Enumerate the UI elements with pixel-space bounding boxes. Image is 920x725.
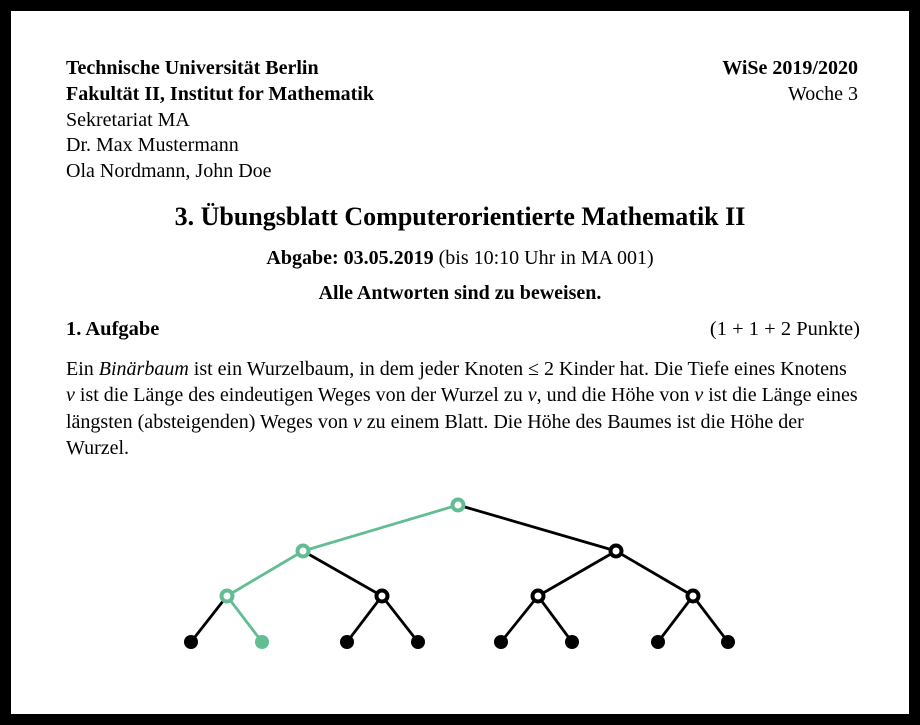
tree-node-ll: [222, 591, 233, 602]
week-label: Woche 3: [787, 82, 858, 105]
tree-edge-rr-rrr: [693, 596, 728, 642]
assistant-names: Ola Nordmann, John Doe: [66, 160, 272, 183]
faculty-name: Fakultät II, Institut for Mathematik: [66, 82, 374, 105]
var-v: v: [352, 410, 362, 433]
text-segment: ist ein Wurzelbaum, in dem jeder Knoten ≤ 2 Kinder hat. Die Tiefe eines Knotens: [188, 358, 847, 380]
tree-node-r: [611, 546, 622, 557]
tree-node-rr: [688, 591, 699, 602]
tree-node-rll: [494, 635, 508, 649]
text-segment: Ein: [66, 358, 99, 380]
exercise-text: [66, 356, 860, 461]
tree-edge-rr-rrl: [658, 596, 693, 642]
tree-edge-rl-rlr: [538, 596, 572, 642]
tree-node-lr: [377, 591, 388, 602]
exercise-header: [66, 318, 860, 341]
tree-node-rl: [533, 591, 544, 602]
header-left: [66, 56, 374, 185]
tree-edge-root-l: [303, 505, 458, 551]
sheet-title: 3. Übungsblatt Computerorientierte Mathematik II: [174, 202, 746, 231]
exercise-heading: 1. Aufgabe: [66, 318, 160, 340]
tree-edge-root-r: [458, 505, 616, 551]
var-v: v: [527, 384, 537, 407]
var-v: v: [66, 384, 75, 407]
tree-node-lll: [184, 635, 198, 649]
tree-node-rrr: [721, 635, 735, 649]
office-name: Sekretariat MA: [66, 108, 190, 131]
tree-edge-lr-lrr: [382, 596, 418, 642]
tree-edge-ll-lll: [191, 596, 227, 642]
var-v: v: [694, 384, 704, 407]
tree-edge-r-rr: [616, 551, 693, 596]
tree-node-llr: [255, 635, 269, 649]
tree-edge-rl-rll: [501, 596, 538, 642]
text-segment: zu einem Blatt. Die Höhe des Baumes ist die Höhe der Wurzel.: [66, 410, 804, 459]
term-binaerbaum: Binärbaum: [98, 358, 189, 380]
tree-edge-lr-lrl: [347, 596, 382, 642]
tree-edge-r-rl: [538, 551, 616, 596]
submission-details: (bis 10:10 Uhr in MA 001): [433, 247, 654, 269]
text-segment: ist die Länge des eindeutigen Weges von der Wurzel zu: [74, 384, 528, 407]
text-segment: ist die Länge eines längsten (absteigenden) Weges von: [66, 384, 858, 433]
submission-line: [0, 247, 920, 270]
exercise-points: (1 + 1 + 2 Punkte): [709, 318, 860, 340]
binary-tree-figure: [150, 478, 775, 668]
proof-note: Alle Antworten sind zu beweisen.: [318, 282, 602, 304]
tree-node-rrl: [651, 635, 665, 649]
text-segment: , und die Höhe von: [536, 384, 695, 407]
institution-name: Technische Universität Berlin: [66, 57, 319, 79]
tree-edge-ll-llr: [227, 596, 262, 642]
tree-edge-l-lr: [303, 551, 382, 596]
tree-node-lrl: [340, 635, 354, 649]
submission-deadline: Abgabe: 03.05.2019: [266, 247, 434, 269]
lecturer-name: Dr. Max Mustermann: [66, 134, 239, 157]
tree-node-l: [298, 546, 309, 557]
tree-edge-l-ll: [227, 551, 303, 596]
tree-node-root: [453, 500, 464, 511]
semester-label: WiSe 2019/2020: [722, 57, 858, 79]
header-right: [722, 56, 858, 108]
tree-node-lrr: [411, 635, 425, 649]
tree-node-rlr: [565, 635, 579, 649]
